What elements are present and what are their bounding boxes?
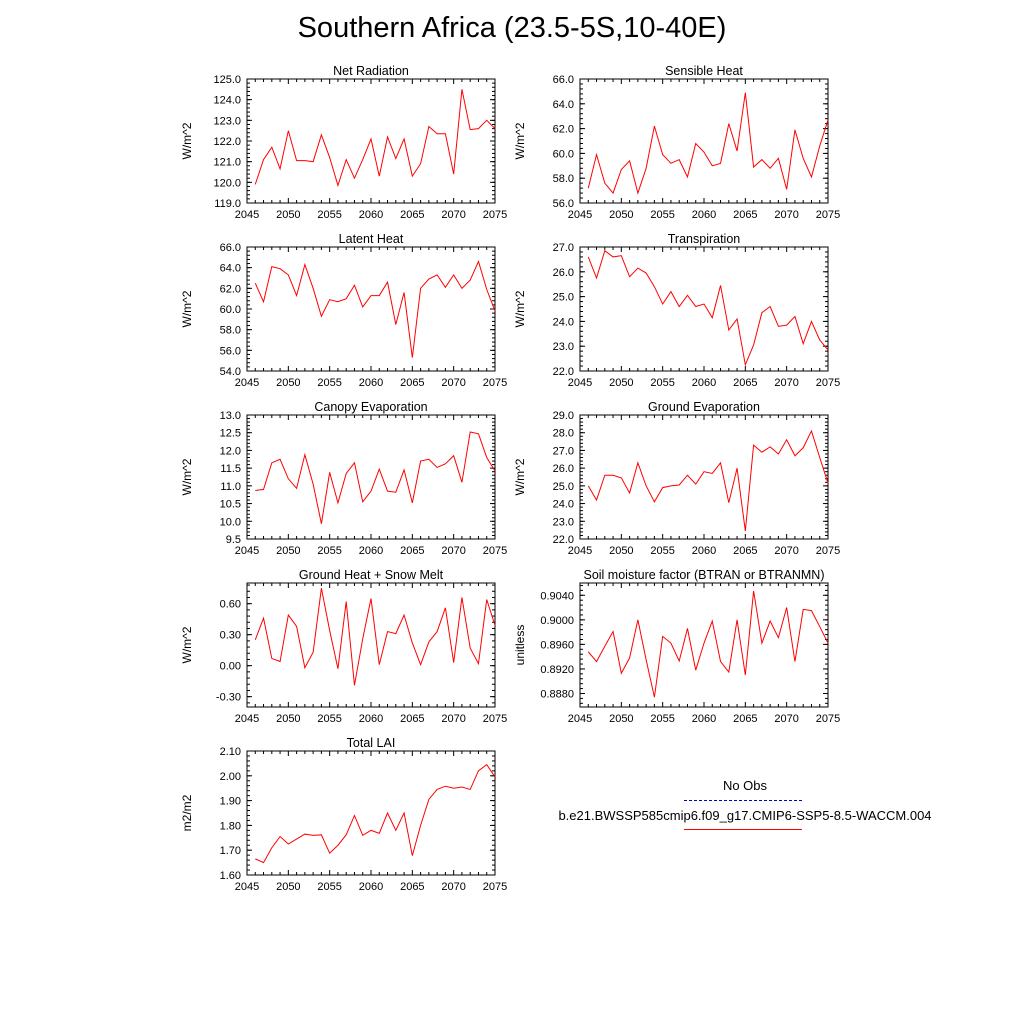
x-tick-label: 2045 [567, 713, 593, 725]
x-tick-label: 2075 [815, 713, 841, 725]
y-axis-label: W/m^2 [180, 458, 194, 496]
plot-frame [247, 247, 495, 371]
y-tick-label: 0.60 [219, 598, 241, 611]
figure-title: Southern Africa (23.5-5S,10-40E) [297, 12, 727, 44]
y-tick-label: 66.0 [552, 74, 574, 86]
x-tick-label: 2070 [774, 209, 799, 221]
x-tick-label: 2050 [276, 377, 301, 389]
x-tick-label: 2055 [317, 713, 342, 725]
plot-frame [580, 247, 828, 371]
y-tick-label: 2.10 [219, 746, 241, 758]
series-line-0 [255, 261, 495, 357]
x-tick-label: 2055 [317, 209, 342, 221]
y-tick-label: 60.0 [552, 148, 574, 161]
series-line-0 [255, 432, 495, 524]
y-tick-label: 1.70 [219, 845, 241, 858]
x-tick-label: 2045 [234, 881, 260, 893]
panel-title: Soil moisture factor (BTRAN or BTRANMN) [583, 568, 825, 582]
y-tick-label: 23.0 [552, 516, 574, 529]
x-tick-label: 2065 [733, 545, 758, 557]
x-tick-label: 2070 [441, 713, 466, 725]
x-tick-label: 2075 [482, 545, 508, 557]
x-tick-label: 2060 [358, 545, 384, 557]
x-tick-label: 2055 [650, 377, 675, 389]
chart-panel-0 [180, 64, 507, 221]
y-tick-label: 10.0 [219, 516, 241, 529]
y-tick-label: 0.9040 [540, 590, 574, 603]
series-line-0 [255, 765, 495, 863]
panel-title: Net Radiation [333, 64, 409, 78]
x-tick-label: 2070 [441, 209, 466, 221]
x-tick-label: 2055 [317, 377, 342, 389]
chart-panel-6 [180, 568, 507, 725]
y-tick-label: 28.0 [552, 427, 574, 440]
x-tick-label: 2045 [234, 209, 260, 221]
y-tick-label: 120.0 [213, 177, 241, 190]
y-tick-label: 24.0 [552, 498, 574, 511]
y-tick-label: 10.5 [219, 498, 241, 511]
y-tick-label: 66.0 [219, 242, 241, 254]
y-axis-label: unitless [513, 624, 527, 666]
chart-panel-7 [513, 568, 840, 725]
x-tick-label: 2070 [441, 881, 466, 893]
x-tick-label: 2075 [815, 545, 841, 557]
x-tick-label: 2070 [441, 545, 466, 557]
y-tick-label: 125.0 [213, 74, 241, 86]
x-tick-label: 2065 [400, 377, 425, 389]
y-tick-label: 25.0 [552, 480, 574, 493]
series-line-0 [255, 89, 495, 185]
y-tick-label: 58.0 [219, 324, 241, 337]
panel-title: Sensible Heat [665, 64, 743, 78]
panel-title: Transpiration [667, 232, 741, 246]
y-tick-label: 56.0 [219, 345, 241, 358]
series-line-0 [588, 93, 828, 193]
x-tick-label: 2050 [609, 545, 634, 557]
x-tick-label: 2060 [691, 209, 717, 221]
panel-title: Ground Evaporation [648, 400, 760, 414]
y-axis-label: W/m^2 [513, 290, 527, 328]
x-tick-label: 2045 [234, 713, 260, 725]
y-tick-label: 122.0 [213, 136, 241, 148]
x-tick-label: 2045 [234, 545, 260, 557]
y-tick-label: 58.0 [552, 173, 574, 186]
y-tick-label: 23.0 [552, 341, 574, 354]
x-tick-label: 2050 [276, 545, 301, 557]
x-tick-label: 2055 [317, 545, 342, 557]
panel-title: Ground Heat + Snow Melt [298, 568, 444, 582]
x-tick-label: 2060 [358, 881, 384, 893]
plot-frame [247, 751, 495, 875]
series-line-0 [588, 591, 828, 697]
y-tick-label: 27.0 [552, 445, 574, 458]
y-axis-label: W/m^2 [513, 458, 527, 496]
y-tick-label: 13.0 [219, 410, 241, 422]
y-tick-label: 123.0 [213, 115, 241, 128]
x-tick-label: 2065 [400, 713, 425, 725]
y-tick-label: 22.0 [552, 366, 574, 378]
chart-panel-2 [180, 232, 507, 389]
x-tick-label: 2060 [358, 209, 384, 221]
y-tick-label: 12.0 [219, 445, 241, 458]
legend-label-obs: No Obs [722, 778, 768, 793]
plot-frame [580, 79, 828, 203]
y-tick-label: 0.8920 [540, 663, 574, 676]
legend-label-model: b.e21.BWSSP585cmip6.f09_g17.CMIP6-SSP5-8.5-WACCM.004 [558, 808, 932, 823]
y-tick-label: 12.5 [219, 427, 241, 440]
y-tick-label: 54.0 [219, 366, 241, 378]
x-tick-label: 2060 [358, 713, 384, 725]
x-tick-label: 2055 [650, 713, 675, 725]
y-tick-label: 62.0 [552, 123, 574, 136]
x-tick-label: 2075 [815, 209, 841, 221]
y-tick-label: 62.0 [219, 283, 241, 296]
chart-panel-4 [180, 400, 507, 557]
x-tick-label: 2070 [441, 377, 466, 389]
x-tick-label: 2050 [609, 713, 634, 725]
y-axis-label: m2/m2 [180, 794, 194, 832]
x-tick-label: 2065 [400, 881, 425, 893]
y-tick-label: 1.60 [219, 870, 241, 882]
chart-panel-5 [513, 400, 840, 557]
y-tick-label: 11.0 [220, 480, 241, 493]
y-tick-label: 11.5 [220, 463, 241, 476]
x-tick-label: 2050 [276, 881, 301, 893]
plot-frame [247, 415, 495, 539]
x-tick-label: 2070 [774, 713, 799, 725]
x-tick-label: 2065 [733, 209, 758, 221]
y-tick-label: 22.0 [552, 534, 574, 546]
y-tick-label: 24.0 [552, 316, 574, 329]
x-tick-label: 2045 [234, 377, 260, 389]
chart-panel-3 [513, 232, 840, 389]
x-tick-label: 2060 [691, 713, 717, 725]
y-tick-label: 121.0 [213, 156, 241, 169]
x-tick-label: 2075 [482, 713, 508, 725]
x-tick-label: 2065 [400, 209, 425, 221]
y-tick-label: 9.5 [225, 534, 241, 546]
x-tick-label: 2045 [567, 545, 593, 557]
y-tick-label: 124.0 [213, 94, 241, 107]
panel-title: Latent Heat [338, 232, 404, 246]
y-tick-label: 26.0 [552, 463, 574, 476]
y-tick-label: 27.0 [552, 242, 574, 254]
y-tick-label: 64.0 [219, 262, 241, 275]
x-tick-label: 2050 [276, 713, 301, 725]
y-tick-label: 26.0 [552, 266, 574, 279]
x-tick-label: 2055 [650, 209, 675, 221]
chart-panel-8 [180, 736, 507, 893]
x-tick-label: 2060 [358, 377, 384, 389]
x-tick-label: 2055 [650, 545, 675, 557]
x-tick-label: 2050 [609, 209, 634, 221]
x-tick-label: 2075 [482, 377, 508, 389]
x-tick-label: 2075 [482, 881, 508, 893]
y-tick-label: 0.30 [219, 629, 241, 642]
x-tick-label: 2070 [774, 545, 799, 557]
x-tick-label: 2060 [691, 545, 717, 557]
y-tick-label: 29.0 [552, 410, 574, 422]
y-tick-label: 64.0 [552, 98, 574, 111]
y-tick-label: 119.0 [214, 198, 241, 210]
series-line-0 [255, 588, 495, 685]
panel-title: Canopy Evaporation [314, 400, 428, 414]
legend-line-model [684, 829, 802, 830]
y-tick-label: 56.0 [552, 198, 574, 210]
x-tick-label: 2050 [609, 377, 634, 389]
y-tick-label: 0.00 [219, 660, 241, 673]
x-tick-label: 2050 [276, 209, 301, 221]
y-tick-label: 0.9000 [540, 614, 574, 627]
y-tick-label: 2.00 [219, 770, 241, 783]
y-axis-label: W/m^2 [180, 122, 194, 160]
y-axis-label: W/m^2 [180, 626, 194, 664]
y-tick-label: -0.30 [215, 691, 241, 704]
panel-title: Total LAI [346, 736, 396, 750]
y-tick-label: 1.80 [219, 820, 241, 833]
y-tick-label: 1.90 [219, 795, 241, 808]
y-axis-label: W/m^2 [513, 122, 527, 160]
x-tick-label: 2045 [567, 209, 593, 221]
plot-frame [580, 583, 828, 707]
y-tick-label: 60.0 [219, 304, 241, 316]
series-line-0 [588, 431, 828, 531]
x-tick-label: 2075 [482, 209, 508, 221]
x-tick-label: 2065 [733, 377, 758, 389]
x-tick-label: 2070 [774, 377, 799, 389]
x-tick-label: 2055 [317, 881, 342, 893]
x-tick-label: 2045 [567, 377, 593, 389]
y-tick-label: 0.8960 [540, 639, 574, 652]
legend-line-obs [684, 800, 802, 801]
y-tick-label: 0.8880 [540, 688, 574, 701]
x-tick-label: 2075 [815, 377, 841, 389]
x-tick-label: 2065 [733, 713, 758, 725]
chart-panel-1 [513, 64, 840, 221]
x-tick-label: 2065 [400, 545, 425, 557]
x-tick-label: 2060 [691, 377, 717, 389]
series-line-0 [588, 251, 828, 365]
y-tick-label: 25.0 [552, 291, 574, 304]
y-axis-label: W/m^2 [180, 290, 194, 328]
